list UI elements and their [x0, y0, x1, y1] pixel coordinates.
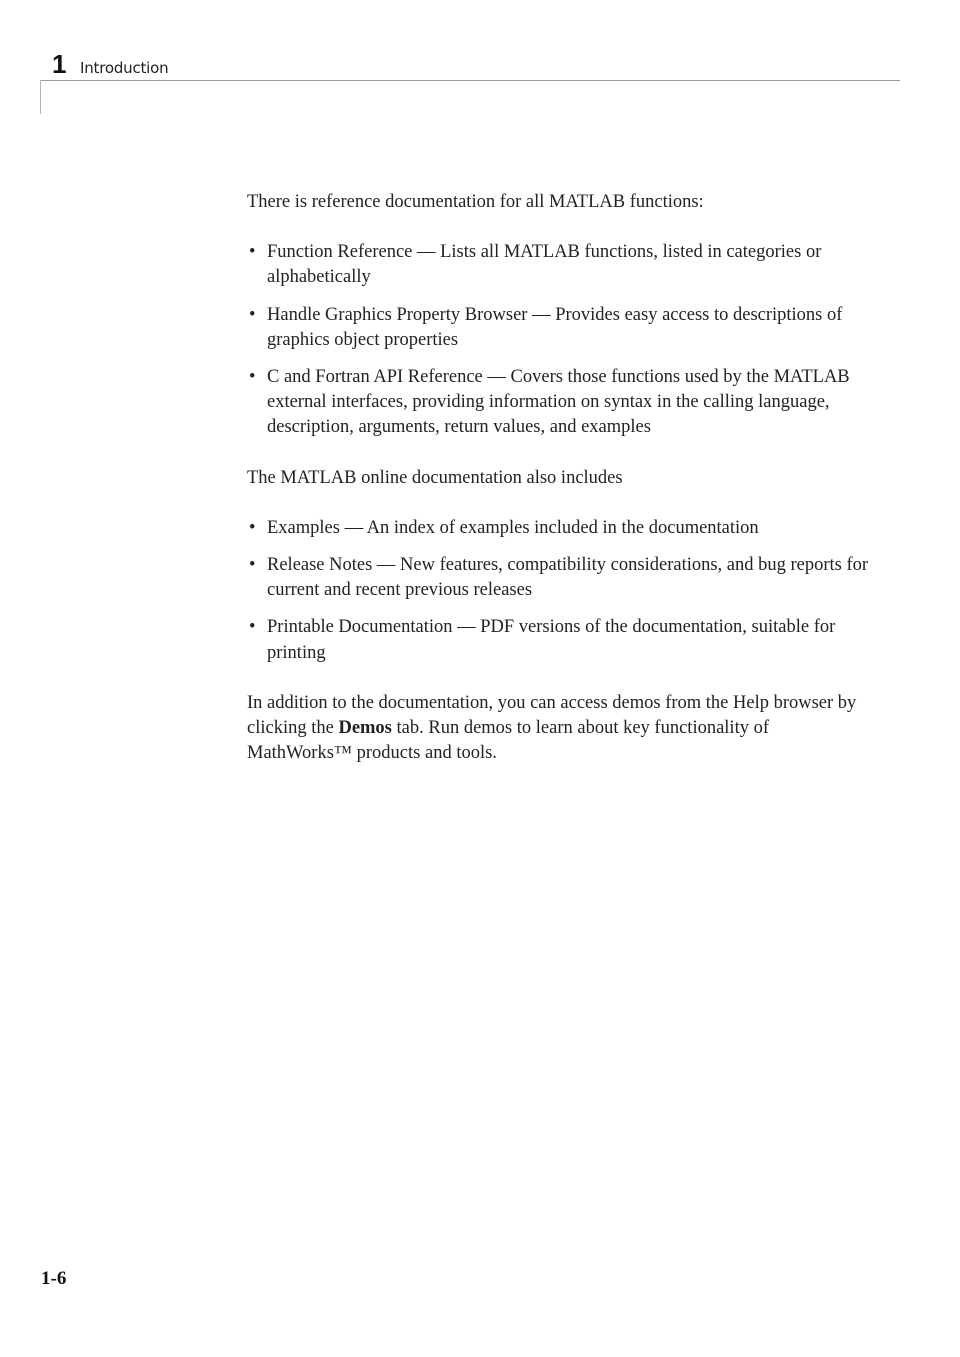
header-corner-tick: [40, 80, 41, 114]
online-docs-list: [247, 516, 877, 666]
chapter-title: Introduction: [80, 59, 169, 77]
list-item: [247, 615, 877, 665]
bullet-icon: •: [249, 242, 256, 263]
bullet-icon: •: [249, 367, 256, 388]
list-item-text: C and Fortran API Reference — Covers those functions used by the MATLAB external interfaces, providing information on syntax in the calling language, description, arguments, return values, and examples: [267, 367, 850, 438]
chapter-number: 1: [52, 49, 67, 79]
list-item: [247, 240, 877, 290]
demos-paragraph: [247, 691, 877, 767]
reference-list: [247, 240, 877, 440]
list-item-text: Function Reference — Lists all MATLAB functions, listed in categories or alphabetically: [267, 242, 822, 288]
list-item-text: Printable Documentation — PDF versions of the documentation, suitable for printing: [267, 617, 836, 663]
online-docs-intro: The MATLAB online documentation also includes: [247, 467, 623, 488]
list-item: [247, 365, 877, 441]
demos-text-before: In addition to the documentation, you can access demos from the Help browser by clicking the: [247, 692, 857, 739]
bullet-icon: •: [249, 304, 256, 325]
list-item-text: Release Notes — New features, compatibility considerations, and bug reports for current and recent previous releases: [267, 555, 869, 601]
bullet-icon: •: [249, 617, 256, 638]
list-item: [247, 553, 877, 603]
list-item: [247, 516, 877, 541]
reference-intro: There is reference documentation for all MATLAB functions:: [247, 192, 704, 212]
header-rule: [40, 80, 900, 81]
running-header: [52, 50, 900, 82]
demos-tab-name: Demos: [338, 718, 392, 739]
list-item-text: Handle Graphics Property Browser — Provides easy access to descriptions of graphics object properties: [267, 304, 843, 350]
list-item-text: Examples — An index of examples included in the documentation: [267, 517, 759, 538]
page-number: 1-6: [41, 1268, 67, 1289]
page-body: [247, 190, 877, 791]
bullet-icon: •: [249, 555, 256, 576]
list-item: [247, 303, 877, 353]
bullet-icon: •: [249, 517, 256, 538]
demos-text-after: tab. Run demos to learn about key functionality of MathWorks™ products and tools.: [247, 718, 769, 764]
